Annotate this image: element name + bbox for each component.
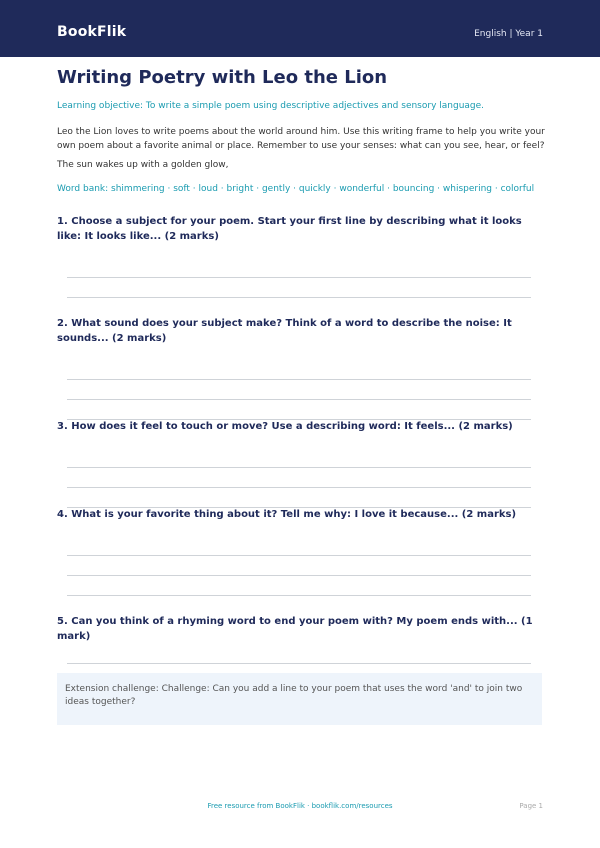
page-header <box>0 0 600 57</box>
answer-line[interactable] <box>67 487 531 488</box>
answer-line[interactable] <box>67 575 531 576</box>
answer-line[interactable] <box>67 379 531 380</box>
answer-line[interactable] <box>67 555 531 556</box>
subject-year-label: English | Year 1 <box>474 29 543 39</box>
learning-objective: Learning objective: To write a simple poem using descriptive adjectives and sensory language. <box>57 101 485 111</box>
extension-challenge-box <box>57 673 542 725</box>
question-2: 2. What sound does your subject make? Think of a word to describe the noise: It sounds... (2 marks) <box>57 318 512 344</box>
answer-line[interactable] <box>67 297 531 298</box>
footer-credit: Free resource from BookFlik · bookflik.com/resources <box>207 802 393 810</box>
question-3: 3. How does it feel to touch or move? Use a describing word: It feels... (2 marks) <box>57 421 513 432</box>
page-title: Writing Poetry with Leo the Lion <box>57 67 388 88</box>
page-number: Page 1 <box>519 802 543 810</box>
answer-line[interactable] <box>67 663 531 664</box>
answer-line[interactable] <box>67 467 531 468</box>
answer-line[interactable] <box>67 399 531 400</box>
intro-paragraph: Leo the Lion loves to write poems about the world around him. Use this writing frame to help you write your own poem about a favorite animal or place. Remember to use your senses: what can you see, hear, or feel? <box>57 127 545 151</box>
question-1: 1. Choose a subject for your poem. Start your first line by describing what it looks like: It looks like... (2 marks) <box>57 216 522 242</box>
word-bank: Word bank: shimmering · soft · loud · bright · gently · quickly · wonderful · bouncing · whispering · colorful <box>57 184 535 194</box>
brand-logo: BookFlik <box>57 24 127 40</box>
question-5: 5. Can you think of a rhyming word to end your poem with? My poem ends with... (1 mark) <box>57 616 533 642</box>
question-4: 4. What is your favorite thing about it? Tell me why: I love it because... (2 marks) <box>57 509 517 520</box>
answer-line[interactable] <box>67 595 531 596</box>
answer-line[interactable] <box>67 277 531 278</box>
poem-starter-line: The sun wakes up with a golden glow, <box>57 160 229 170</box>
extension-challenge-text: Extension challenge: Challenge: Can you add a line to your poem that uses the word 'and' to join two ideas together? <box>65 684 523 707</box>
